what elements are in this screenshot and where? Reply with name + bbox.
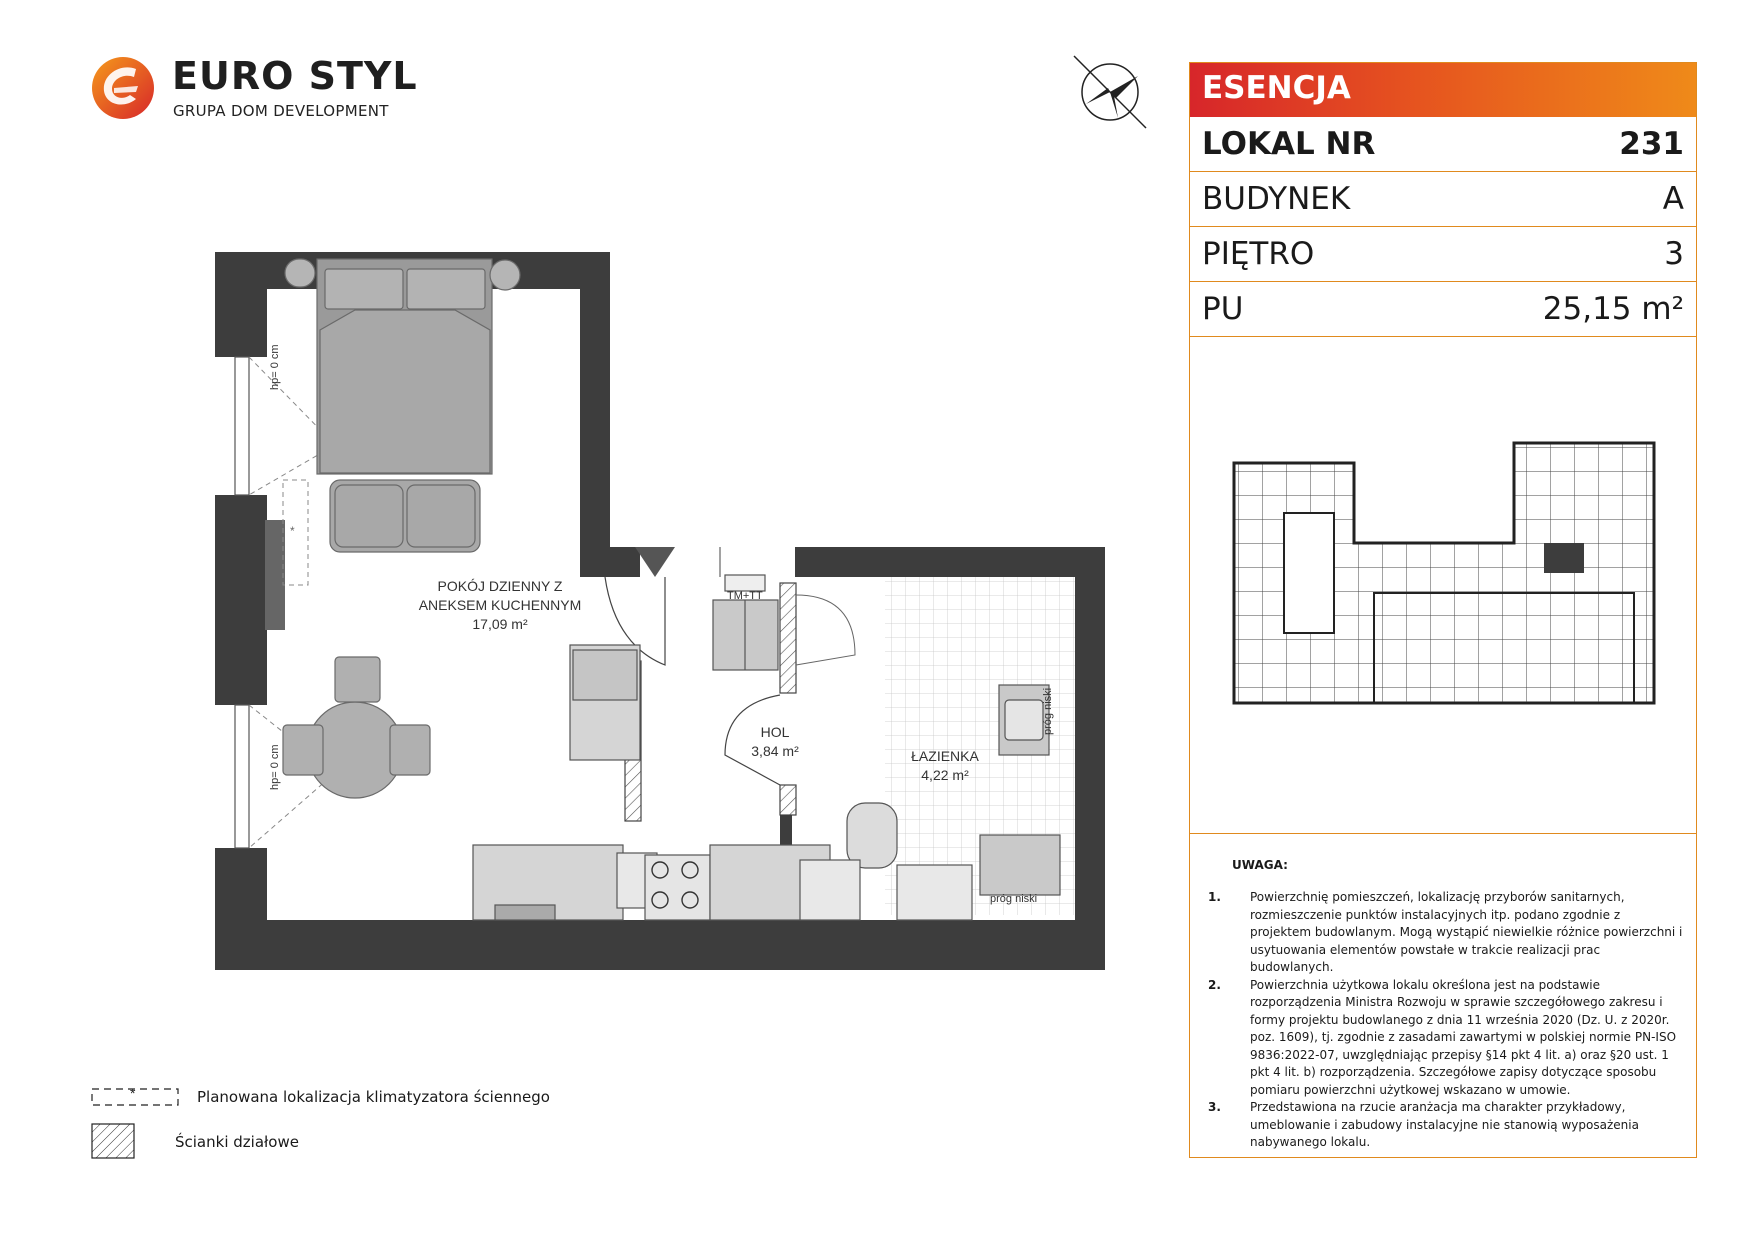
eurostyl-logo-icon	[90, 55, 156, 121]
notes-list	[1208, 889, 1683, 1152]
room-name-hall: HOL	[760, 724, 790, 740]
note-number: 1.	[1208, 890, 1221, 904]
svg-text:*: *	[290, 524, 295, 538]
building-value: A	[1662, 181, 1684, 217]
room-area-bathroom: 4,22 m²	[921, 767, 969, 783]
note-item	[1208, 889, 1683, 977]
threshold-label: próg niski	[1042, 687, 1054, 735]
room-name-living-line2: ANEKSEM KUCHENNYM	[418, 597, 582, 613]
legend-ac-symbol: *	[130, 1085, 136, 1101]
legend-ac-text: Planowana lokalizacja klimatyzatora ściennego	[197, 1088, 550, 1106]
area-label: PU	[1202, 291, 1244, 327]
window-height-label: hp= 0 cm	[269, 344, 281, 390]
room-area-hall: 3,84 m²	[751, 743, 799, 759]
panel-header	[1190, 63, 1696, 117]
floor-plan	[205, 245, 1105, 975]
unit-label: LOKAL NR	[1202, 126, 1376, 162]
note-item	[1208, 977, 1683, 1100]
room-label-hall	[725, 723, 825, 761]
floor-label: PIĘTRO	[1202, 236, 1315, 272]
info-row-building	[1190, 172, 1696, 227]
apartment-info-panel	[1189, 62, 1697, 1158]
floor-value: 3	[1664, 236, 1684, 272]
tv-cabinet	[265, 520, 285, 630]
air-conditioner-location	[283, 480, 308, 585]
info-row-unit	[1190, 117, 1696, 172]
info-row-area	[1190, 282, 1696, 337]
shower-door	[796, 595, 855, 665]
sofa	[330, 480, 480, 552]
room-area-living: 17,09 m²	[472, 616, 528, 632]
note-text: Powierzchnię pomieszczeń, lokalizację przyborów sanitarnych, rozmieszczenie punktów instalacyjnych itp. podano zgodnie z projektem budowlanym. Mogą wystąpić niewielkie różnice powierzchni i usytuowania elementów powstałe w trakcie realizacji prac budowlanych.	[1250, 890, 1683, 974]
notes-title: UWAGA:	[1232, 858, 1288, 872]
installation-label: TM+TT	[727, 590, 763, 602]
notes-divider	[1190, 833, 1696, 834]
dining-set	[283, 657, 430, 798]
threshold-label: próg niski	[990, 893, 1038, 905]
room-label-bathroom	[890, 747, 1000, 785]
area-value: 25,15 m²	[1542, 291, 1684, 327]
brand-subtitle: GRUPA DOM DEVELOPMENT	[173, 102, 389, 120]
room-name-living-line1: POKÓJ DZIENNY Z	[437, 578, 563, 594]
note-item	[1208, 1099, 1683, 1152]
unit-highlight	[1544, 543, 1584, 573]
north-arrow-icon	[1068, 50, 1152, 134]
room-name-bathroom: ŁAZIENKA	[911, 748, 979, 764]
note-text: Przedstawiona na rzucie aranżacja ma charakter przykładowy, umeblowanie i zabudowy instalacyjne nie stanowią wyposażenia nabywanego lokalu.	[1250, 1100, 1639, 1149]
note-text: Powierzchnia użytkowa lokalu określona jest na podstawie rozporządzenia Ministra Rozwoju w sprawie szczegółowego zakresu i formy projektu budowlanego z dnia 11 września 2020 (Dz. U. z 2020r. poz. 1609), tj. zgodnie z zasadami zawartymi w polskiej normie PN-ISO 9836:2022-07, uwzględniając przepisy §14 pkt 4 lit. a) oraz §20 ust. 1 pkt 4 lit. b) rozporządzenia. Szczegółowe zapisy dotyczące sposobu pomiaru powierzchni użytkowej wskazano w umowie.	[1250, 977, 1677, 1097]
legend-partition-text: Ścianki działowe	[175, 1133, 299, 1151]
room-label-living	[415, 577, 585, 634]
floor-plan-drawing	[205, 245, 1105, 975]
building-key-plan	[1214, 423, 1674, 723]
partition-wall-legend-icon	[91, 1123, 135, 1159]
investment-name: ESENCJA	[1202, 70, 1351, 106]
unit-value: 231	[1619, 126, 1684, 162]
building-label: BUDYNEK	[1202, 181, 1351, 217]
bed	[285, 259, 520, 474]
window-height-label: hp= 0 cm	[269, 744, 281, 790]
note-number: 2.	[1208, 977, 1221, 992]
note-number: 3.	[1208, 1100, 1221, 1114]
info-row-floor	[1190, 227, 1696, 282]
brand-name: EURO STYL	[172, 54, 418, 98]
